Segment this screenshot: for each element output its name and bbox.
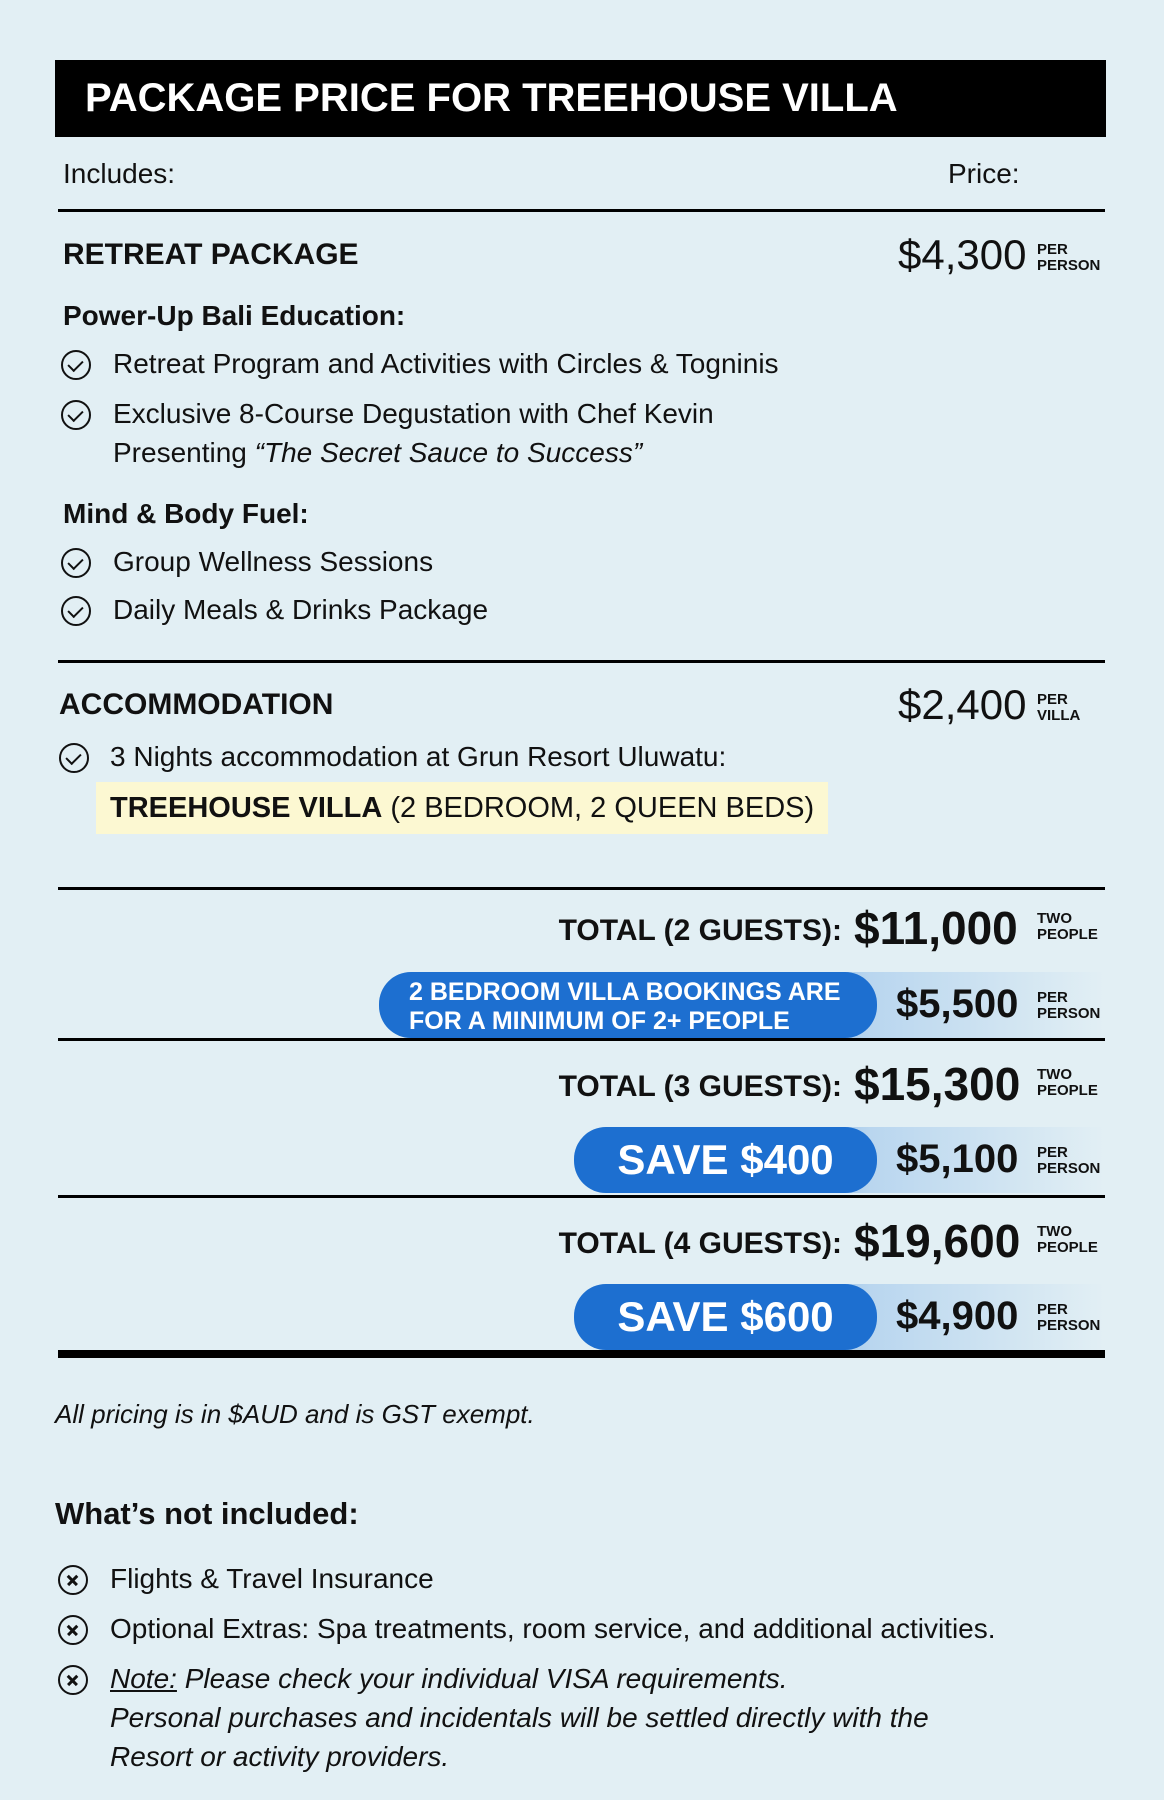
x-circle-icon (58, 1665, 88, 1695)
pricing-footnote: All pricing is in $AUD and is GST exempt. (55, 1399, 535, 1429)
note-label: Note: (110, 1663, 177, 1694)
villa-name: TREEHOUSE VILLA (110, 792, 383, 824)
accommodation-title: ACCOMMODATION (59, 688, 334, 721)
total-price-4-guests: $19,600 (854, 1215, 1021, 1267)
list-item: 3 Nights accommodation at Grun Resort Uluwatu: (110, 741, 727, 772)
group-title-mind-body: Mind & Body Fuel: (63, 498, 309, 529)
total-label-2-guests: TOTAL (2 GUESTS): (558, 914, 842, 947)
per-person-unit-2-guests: PER PERSON (1037, 989, 1101, 1022)
price-column-header: Price: (948, 158, 1020, 189)
accommodation-price-unit: PER VILLA (1037, 691, 1081, 724)
total-label-3-guests: TOTAL (3 GUESTS): (558, 1070, 842, 1103)
not-included-title: What’s not included: (55, 1496, 359, 1531)
presenting-text: Presenting (113, 437, 255, 468)
save-400-badge: SAVE $400 (574, 1127, 877, 1193)
divider (58, 660, 1105, 663)
check-circle-icon (59, 743, 89, 773)
note-line-1 (110, 1663, 788, 1695)
list-item: Optional Extras: Spa treatments, room service, and additional activities. (110, 1613, 996, 1644)
retreat-package-title: RETREAT PACKAGE (63, 238, 359, 271)
per-person-unit-4-guests: PER PERSON (1037, 1301, 1101, 1334)
list-item: Exclusive 8-Course Degustation with Chef Kevin (113, 398, 714, 429)
list-item: Group Wellness Sessions (113, 546, 434, 577)
minimum-booking-badge (379, 972, 877, 1038)
retreat-price-unit: PER PERSON (1037, 241, 1101, 274)
total-label-4-guests: TOTAL (4 GUESTS): (558, 1227, 842, 1260)
note-text: Please check your individual VISA requirements. (176, 1663, 788, 1694)
talk-title: “The Secret Sauce to Success” (254, 437, 643, 468)
total-unit-4-guests: TWO PEOPLE (1037, 1223, 1098, 1256)
x-circle-icon (58, 1615, 88, 1645)
check-circle-icon (61, 350, 91, 380)
group-title-education: Power-Up Bali Education: (63, 300, 406, 331)
list-item: Flights & Travel Insurance (110, 1563, 434, 1594)
list-item-continuation (113, 437, 642, 469)
divider (58, 1038, 1105, 1041)
divider (58, 887, 1105, 890)
check-circle-icon (61, 400, 91, 430)
list-item: Retreat Program and Activities with Circles & Togninis (113, 348, 779, 379)
per-person-unit-3-guests: PER PERSON (1037, 1144, 1101, 1177)
save-600-badge: SAVE $600 (574, 1284, 877, 1350)
x-circle-icon (58, 1565, 88, 1595)
includes-column-header: Includes: (63, 158, 176, 189)
retreat-price: $4,300 (898, 231, 1027, 278)
divider (58, 209, 1105, 212)
total-price-3-guests: $15,300 (854, 1058, 1021, 1110)
badge-line-1: 2 BEDROOM VILLA BOOKINGS ARE (409, 978, 841, 1006)
page-title: PACKAGE PRICE FOR TREEHOUSE VILLA (55, 60, 1106, 137)
per-person-price-2-guests: $5,500 (896, 982, 1019, 1026)
note-line-2: Personal purchases and incidentals will be settled directly with the (110, 1702, 929, 1733)
accommodation-price: $2,400 (898, 681, 1027, 728)
divider (58, 1195, 1105, 1198)
total-unit-2-guests: TWO PEOPLE (1037, 910, 1098, 943)
villa-details: (2 BEDROOM, 2 QUEEN BEDS) (382, 792, 815, 824)
per-person-price-4-guests: $4,900 (896, 1294, 1019, 1338)
thick-divider (58, 1350, 1105, 1358)
list-item: Daily Meals & Drinks Package (113, 594, 489, 625)
villa-highlight (96, 782, 828, 834)
note-line-3: Resort or activity providers. (110, 1741, 450, 1772)
per-person-price-3-guests: $5,100 (896, 1137, 1019, 1181)
check-circle-icon (61, 596, 91, 626)
total-price-2-guests: $11,000 (854, 902, 1018, 954)
badge-line-2: FOR A MINIMUM OF 2+ PEOPLE (409, 1007, 790, 1035)
total-unit-3-guests: TWO PEOPLE (1037, 1066, 1098, 1099)
check-circle-icon (61, 548, 91, 578)
